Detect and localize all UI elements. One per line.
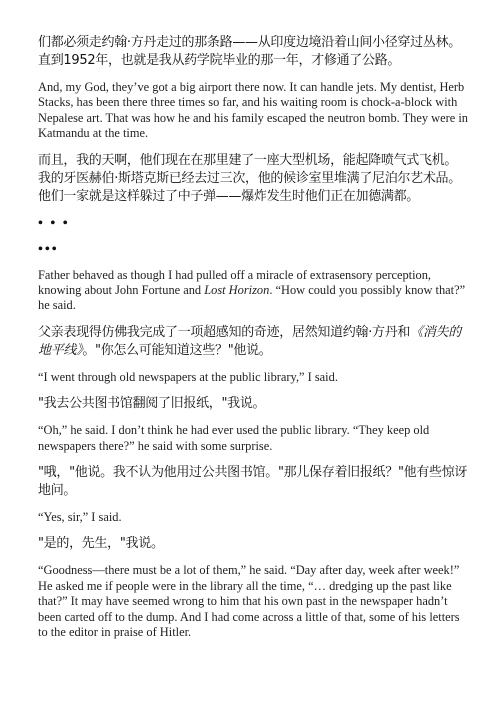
book-title: Lost Horizon xyxy=(204,283,270,298)
paragraph-zh-3 xyxy=(38,324,468,360)
paragraph-en-5: “Yes, sir,” I said. xyxy=(38,510,122,525)
paragraph-zh-4: "我去公共图书馆翻阅了旧报纸，"我说。 xyxy=(38,396,266,412)
text-run: . “How could you possibly know that?” he said. xyxy=(38,283,466,313)
text-run: 父亲表现得仿佛我完成了一项超感知的奇迹，居然知道约翰·方丹和 xyxy=(38,324,411,340)
paragraph-en-2 xyxy=(38,268,468,314)
section-separator-1: • • • xyxy=(38,215,70,231)
book-title-zh: 《消失的地平线》 xyxy=(38,324,461,358)
paragraph-en-3: “I went through old newspapers at the public library,” I said. xyxy=(38,369,338,384)
paragraph-zh-1: 们都必须走约翰·方丹走过的那条路——从印度边境沿着山间小径穿过丛林。直到1952年，也就是我从药学院毕业的那一年，才修通了公路。 xyxy=(38,35,461,68)
text-run: Father behaved as though I had pulled off a miracle of extrasensory perception, knowing about John Fortune and xyxy=(38,267,432,298)
text-run: 。"你怎么可能知道这些？"他说。 xyxy=(82,342,272,358)
paragraph-en-1: And, my God, they’ve got a big airport there now. It can handle jets. My dentist, Herb Stacks, has been there three times so far, and his waiting room is chock-a-block with Nepalese art. That was how he and his family escaped the neutron bomb. They were in Katmandu at the time. xyxy=(38,80,468,141)
paragraph-en-4: “Oh,” he said. I don’t think he had ever used the public library. “They keep old newspapers there?” he said with some surprise. xyxy=(38,423,430,453)
section-separator-2: ••• xyxy=(38,241,59,257)
paragraph-zh-5: "哦，"他说。我不认为他用过公共图书馆。"那儿保存着旧报纸？"他有些惊讶地问。 xyxy=(38,465,468,499)
document-page xyxy=(38,34,468,651)
paragraph-en-6: “Goodness—there must be a lot of them,” he said. “Day after day, week after week!” He asked me if people were in the library all the time, “… dredging up the past like that?” It may have seemed wrong to him that his own past in the newspaper hadn’t been carted off to the dump. And I had come across a little of that, some of his letters to the editor in praise of Hitler. xyxy=(38,563,460,640)
paragraph-zh-6: "是的，先生，"我说。 xyxy=(38,536,164,552)
paragraph-zh-2: 而且，我的天啊，他们现在在那里建了一座大型机场，能起降喷气式飞机。我的牙医赫伯·斯塔克斯已经去过三次，他的候诊室里堆满了尼泊尔艺术品。他们一家就是这样躲过了中子弹——爆炸发生时他们正在加德满都。 xyxy=(38,152,461,204)
